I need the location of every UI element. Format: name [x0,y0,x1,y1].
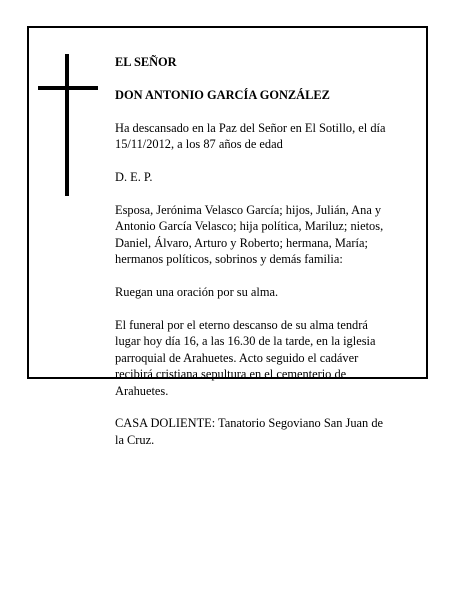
cross-horizontal-bar [38,86,98,90]
funeral-home: CASA DOLIENTE: Tanatorio Segoviano San Juan de la Cruz. [115,416,384,447]
cross-vertical-bar [65,54,69,196]
prayer-request: Ruegan una oración por su alma. [115,285,279,300]
deceased-name: DON ANTONIO GARCÍA GONZÁLEZ [115,88,330,103]
funeral-details: El funeral por el eterno descanso de su alma tendrá lugar hoy día 16, a las 16.30 de la tarde, en la iglesia parroquial de Arahuetes. Acto seguido el cadáver recibirá cristiana sepultura en el cementerio de Arahuetes. [115,317,376,398]
cross-icon [38,54,98,196]
rest-in-peace: D. E. P. [115,170,153,185]
family-list: Esposa, Jerónima Velasco García; hijos, Julián, Ana y Antonio García Velasco; hija política, Mariluz; nietos, Daniel, Álvaro, Arturo y Roberto; hermana, María; hermanos políticos, sobrinos y demás familia: [115,203,384,267]
heading-title: EL SEÑOR [115,55,177,70]
death-announcement: Ha descansado en la Paz del Señor en El Sotillo, el día 15/11/2012, a los 87 años de edad [115,121,386,152]
obituary-text [115,38,420,465]
